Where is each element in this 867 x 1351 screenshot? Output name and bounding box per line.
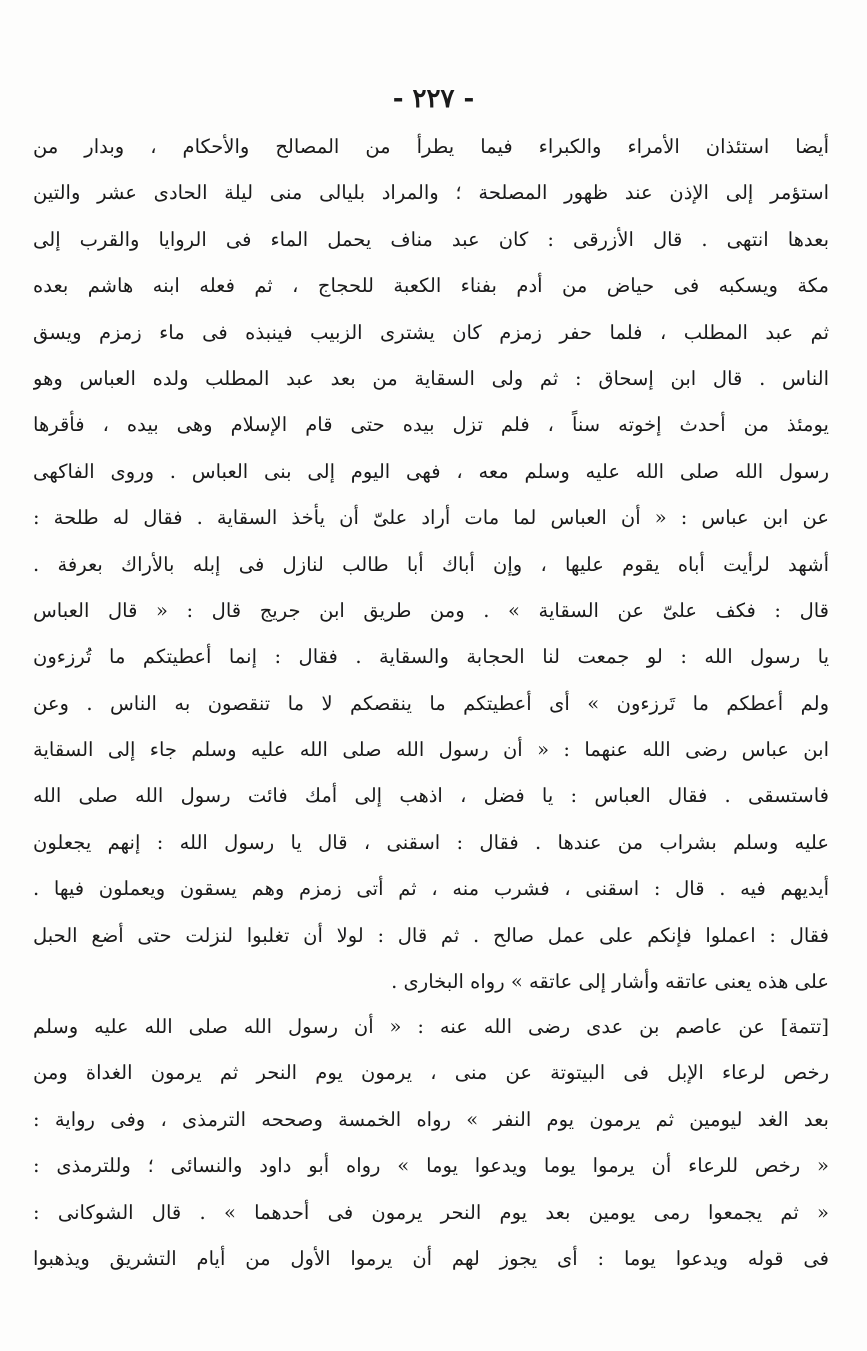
text-line: ولم أعطكم ما تَرزءون » أى أعطيتكم ما ينقصكم لا ما تنقصون به الناس . وعن <box>33 691 829 715</box>
text-line: قال : فكف علىّ عن السقاية » . ومن طريق ابن جريج قال : « قال العباس <box>33 598 829 622</box>
text-line: أشهد لرأيت أباه يقوم عليها ، وإن أباك أبا طالب لنازل فى إبله بالأراك بعرفة . <box>33 552 829 576</box>
text-line: مكة ويسكبه فى حياض من أدم بفناء الكعبة للحجاج ، ثم فعله ابنه هاشم بعده <box>33 274 829 298</box>
text-line: [تتمة] عن عاصم بن عدى رضى الله عنه : « أن رسول الله صلى الله عليه وسلم <box>33 1015 829 1038</box>
text-line: أيضا استئذان الأمراء والكبراء فيما يطرأ من المصالح والأحكام ، وبدار من <box>33 135 829 158</box>
text-line: يومئذ من أحدث إخوته سناً ، فلم تزل بيده حتى قام الإسلام وهى بيده ، فأقرها <box>33 413 829 437</box>
text-line: فى قوله ويدعوا يوما : أى يجوز لهم أن يرموا الأول من أيام التشريق ويذهبوا <box>33 1246 829 1270</box>
text-line: على هذه يعنى عاتقه وأشار إلى عاتقه » رواه البخارى . <box>391 970 829 994</box>
text-line: الناس . قال ابن إسحاق : ثم ولى السقاية من بعد عبد المطلب ولده العباس وهو <box>33 366 829 390</box>
text-line: يا رسول الله : لو جمعت لنا الحجابة والسقاية . فقال : إنما أعطيتكم ما تُرزءون <box>33 645 829 669</box>
text-line: ابن عباس رضى الله عنهما : « أن رسول الله صلى الله عليه وسلم جاء إلى السقاية <box>33 738 829 762</box>
text-line: بعدها انتهى . قال الأزرقى : كان عبد مناف يحمل الماء فى الروايا والقرب إلى <box>33 227 829 251</box>
text-line: أيديهم فيه . قال : اسقنى ، فشرب منه ، ثم أتى زمزم وهم يسقون ويعملون فيها . <box>33 877 829 901</box>
text-line: « ثم يجمعوا رمى يومين بعد يوم النحر يرمون فى أحدهما » . قال الشوكانى : <box>33 1200 829 1224</box>
text-line: استؤمر إلى الإذن عند ظهور المصلحة ؛ والمراد بليالى منى ليلة الحادى عشر والتين <box>33 181 829 205</box>
text-line: رسول الله صلى الله عليه وسلم معه ، فهى اليوم إلى بنى العباس . وروى الفاكهى <box>33 459 829 483</box>
main-paragraph <box>33 124 829 1005</box>
text-line: عن ابن عباس : « أن العباس لما مات أراد علىّ أن يأخذ السقاية . فقال له طلحة : <box>33 506 829 530</box>
text-line: فاستسقى . فقال العباس : يا فضل ، اذهب إلى أمك فائت رسول الله صلى الله <box>33 784 829 808</box>
tatimma-paragraph <box>33 1004 829 1282</box>
text-line: بعد الغد ليومين ثم يرمون يوم النفر » رواه الخمسة وصححه الترمذى ، وفى رواية : <box>33 1107 829 1131</box>
text-line: عليه وسلم بشراب من عندها . فقال : اسقنى ، قال يا رسول الله : إنهم يجعلون <box>33 830 829 854</box>
text-line: « رخص للرعاء أن يرموا يوما ويدعوا يوما » رواه أبو داود والنسائى ؛ وللترمذى : <box>33 1154 829 1178</box>
text-line: فقال : اعملوا فإنكم على عمل صالح . ثم قال : لولا أن تغلبوا لنزلت حتى أضع الحبل <box>33 923 829 947</box>
page-number: - ٢٢٧ - <box>392 84 475 114</box>
text-line: ثم عبد المطلب ، فلما حفر زمزم كان يشترى الزبيب فينبذه فى ماء زمزم ويسق <box>33 320 829 344</box>
text-line: رخص لرعاء الإبل فى البيتوتة عن منى ، يرمون يوم النحر ثم يرمون الغداة ومن <box>33 1061 829 1085</box>
